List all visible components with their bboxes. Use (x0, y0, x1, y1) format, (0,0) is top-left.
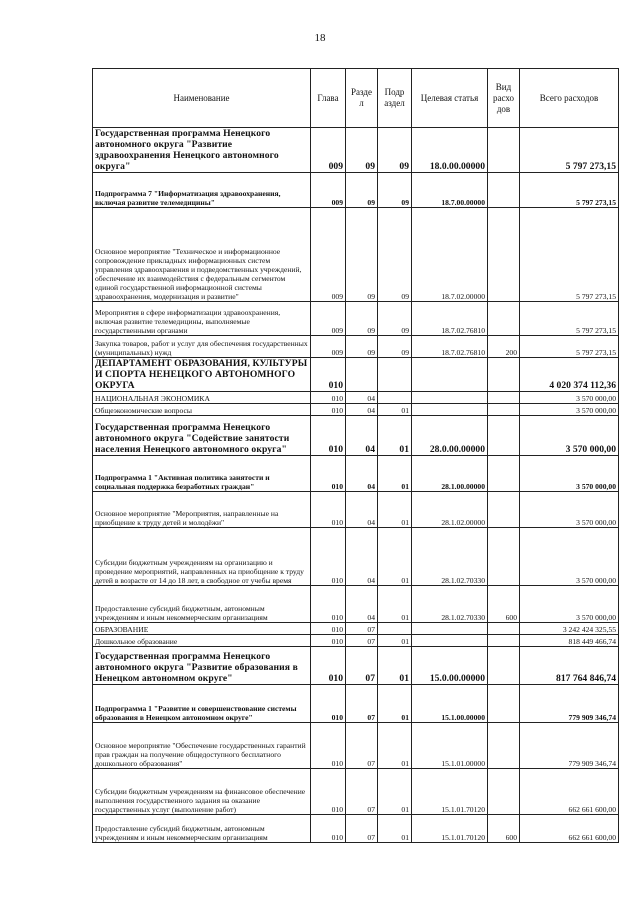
row-razdel: 09 (346, 302, 378, 336)
row-vid: 600 (488, 586, 520, 623)
row-podrazdel (378, 358, 412, 392)
row-name: Общеэкономические вопросы (93, 404, 311, 416)
row-glava: 010 (311, 456, 346, 492)
header-podrazdel: Подр аздел (378, 69, 412, 128)
row-podrazdel: 01 (378, 723, 412, 769)
row-total: 3 570 000,00 (520, 492, 619, 528)
row-razdel: 07 (346, 815, 378, 843)
row-name: НАЦИОНАЛЬНАЯ ЭКОНОМИКА (93, 392, 311, 404)
table-row (93, 336, 619, 358)
table-row (93, 623, 619, 635)
row-vid (488, 128, 520, 173)
row-glava: 009 (311, 208, 346, 302)
table-row (93, 815, 619, 843)
header-vid: Вид расхо дов (488, 69, 520, 128)
table-row (93, 404, 619, 416)
row-vid (488, 392, 520, 404)
row-total: 817 764 846,74 (520, 647, 619, 685)
row-podrazdel: 09 (378, 302, 412, 336)
row-razdel: 04 (346, 492, 378, 528)
row-target (412, 392, 488, 404)
row-podrazdel: 01 (378, 815, 412, 843)
row-name: Подпрограмма 1 "Развитие и совершенствование системы образования в Ненецком автономном округе" (93, 685, 311, 723)
row-total: 5 797 273,15 (520, 173, 619, 208)
row-target: 18.0.00.00000 (412, 128, 488, 173)
row-glava: 010 (311, 358, 346, 392)
row-podrazdel: 09 (378, 173, 412, 208)
row-total: 662 661 600,00 (520, 815, 619, 843)
row-vid (488, 416, 520, 456)
row-vid (488, 173, 520, 208)
row-glava: 010 (311, 769, 346, 815)
row-glava: 010 (311, 416, 346, 456)
table-row (93, 208, 619, 302)
row-razdel: 07 (346, 635, 378, 647)
row-target (412, 623, 488, 635)
header-glava: Глава (311, 69, 346, 128)
row-glava: 010 (311, 492, 346, 528)
row-total: 5 797 273,15 (520, 208, 619, 302)
row-target (412, 404, 488, 416)
row-name: Дошкольное образование (93, 635, 311, 647)
row-target (412, 635, 488, 647)
row-podrazdel: 01 (378, 685, 412, 723)
table-row (93, 647, 619, 685)
row-target: 28.0.00.00000 (412, 416, 488, 456)
row-name: Государственная программа Ненецкого автономного округа "Развитие здравоохранения Ненецкого автономного округа" (93, 128, 311, 173)
row-total: 3 570 000,00 (520, 528, 619, 586)
row-razdel: 07 (346, 769, 378, 815)
row-name: Государственная программа Ненецкого автономного округа "Содействие занятости населения Ненецкого автономного округа" (93, 416, 311, 456)
row-name: Предоставление субсидий бюджетным, автономным учреждениям и иным некоммерческим организациям (93, 586, 311, 623)
row-podrazdel: 01 (378, 528, 412, 586)
row-vid (488, 723, 520, 769)
row-razdel: 09 (346, 128, 378, 173)
row-razdel: 04 (346, 456, 378, 492)
row-podrazdel: 01 (378, 456, 412, 492)
row-total: 3 570 000,00 (520, 416, 619, 456)
row-name: ОБРАЗОВАНИЕ (93, 623, 311, 635)
row-razdel: 04 (346, 586, 378, 623)
table-row (93, 528, 619, 586)
row-razdel: 09 (346, 336, 378, 358)
row-glava: 010 (311, 723, 346, 769)
row-glava: 009 (311, 336, 346, 358)
row-total: 3 570 000,00 (520, 404, 619, 416)
row-glava: 010 (311, 528, 346, 586)
row-glava: 009 (311, 173, 346, 208)
row-total: 779 909 346,74 (520, 685, 619, 723)
row-total: 5 797 273,15 (520, 302, 619, 336)
page-number: 18 (314, 32, 326, 44)
row-glava: 009 (311, 128, 346, 173)
table-row (93, 416, 619, 456)
row-name: Государственная программа Ненецкого автономного округа "Развитие образования в Ненецком автономном округе" (93, 647, 311, 685)
row-glava: 010 (311, 635, 346, 647)
row-target: 28.1.00.00000 (412, 456, 488, 492)
table-row (93, 456, 619, 492)
table-row (93, 635, 619, 647)
header-razdel: Разде л (346, 69, 378, 128)
row-vid (488, 302, 520, 336)
row-razdel: 04 (346, 392, 378, 404)
row-glava: 010 (311, 623, 346, 635)
row-total: 3 570 000,00 (520, 456, 619, 492)
row-vid (488, 456, 520, 492)
row-razdel: 07 (346, 623, 378, 635)
table-row (93, 358, 619, 392)
row-razdel: 04 (346, 416, 378, 456)
row-target: 18.7.02.76810 (412, 336, 488, 358)
row-vid (488, 492, 520, 528)
row-glava: 010 (311, 685, 346, 723)
row-vid: 200 (488, 336, 520, 358)
row-total: 3 570 000,00 (520, 586, 619, 623)
table-row (93, 173, 619, 208)
row-total: 4 020 374 112,36 (520, 358, 619, 392)
row-total: 3 242 424 325,55 (520, 623, 619, 635)
row-vid (488, 623, 520, 635)
row-podrazdel: 01 (378, 647, 412, 685)
row-target: 15.1.01.70120 (412, 769, 488, 815)
row-target: 15.0.00.00000 (412, 647, 488, 685)
row-glava: 010 (311, 815, 346, 843)
row-total: 3 570 000,00 (520, 392, 619, 404)
table-header-row (93, 69, 619, 128)
row-podrazdel: 01 (378, 492, 412, 528)
row-total: 779 909 346,74 (520, 723, 619, 769)
row-vid (488, 769, 520, 815)
row-total: 5 797 273,15 (520, 128, 619, 173)
row-vid (488, 635, 520, 647)
row-razdel: 07 (346, 685, 378, 723)
row-total: 662 661 600,00 (520, 769, 619, 815)
header-name: Наименование (93, 69, 311, 128)
table-row (93, 302, 619, 336)
row-target: 15.1.01.00000 (412, 723, 488, 769)
row-vid (488, 528, 520, 586)
row-podrazdel: 09 (378, 128, 412, 173)
row-podrazdel: 01 (378, 586, 412, 623)
row-podrazdel (378, 392, 412, 404)
row-name: Подпрограмма 1 "Активная политика занятости и социальная поддержка безработных граждан" (93, 456, 311, 492)
row-podrazdel: 01 (378, 635, 412, 647)
row-razdel: 04 (346, 528, 378, 586)
row-vid (488, 208, 520, 302)
row-razdel: 04 (346, 404, 378, 416)
row-target: 18.7.00.00000 (412, 173, 488, 208)
table-row (93, 492, 619, 528)
row-podrazdel: 01 (378, 404, 412, 416)
row-name: Субсидии бюджетным учреждениям на финансовое обеспечение выполнения государственного задания на оказание государственных услуг (выполнение работ) (93, 769, 311, 815)
expenditure-table (92, 68, 619, 843)
row-target (412, 358, 488, 392)
row-glava: 010 (311, 647, 346, 685)
row-glava: 010 (311, 586, 346, 623)
row-target: 28.1.02.70330 (412, 586, 488, 623)
row-razdel (346, 358, 378, 392)
row-name: Основное мероприятие "Техническое и информационное сопровождение прикладных информационных систем управления здравоохранения и подведомственных учреждений, обеспечение их взаимодействия с федеральным сегментом единой государственной информационной системы здравоохранения, модернизация и развитие" (93, 208, 311, 302)
row-podrazdel: 01 (378, 769, 412, 815)
row-podrazdel: 09 (378, 336, 412, 358)
row-total: 5 797 273,15 (520, 336, 619, 358)
row-vid (488, 685, 520, 723)
row-name: ДЕПАРТАМЕНТ ОБРАЗОВАНИЯ, КУЛЬТУРЫ И СПОРТА НЕНЕЦКОГО АВТОНОМНОГО ОКРУГА (93, 358, 311, 392)
table-row (93, 586, 619, 623)
row-vid (488, 647, 520, 685)
row-glava: 010 (311, 404, 346, 416)
row-target: 18.7.02.76810 (412, 302, 488, 336)
row-name: Предоставление субсидий бюджетным, автономным учреждениям и иным некоммерческим организациям (93, 815, 311, 843)
header-total: Всего расходов (520, 69, 619, 128)
row-name: Закупка товаров, работ и услуг для обеспечения государственных (муниципальных) нужд (93, 336, 311, 358)
row-name: Субсидии бюджетным учреждениям на организацию и проведение мероприятий, направленных на приобщение к труду детей в возрасте от 14 до 18 лет, в свободное от учебы время (93, 528, 311, 586)
row-target: 28.1.02.00000 (412, 492, 488, 528)
row-name: Основное мероприятие "Обеспечение государственных гарантий прав граждан на получение общедоступного бесплатного дошкольного образования" (93, 723, 311, 769)
row-vid (488, 404, 520, 416)
row-target: 18.7.02.00000 (412, 208, 488, 302)
row-target: 15.1.01.70120 (412, 815, 488, 843)
table-row (93, 685, 619, 723)
table-row (93, 723, 619, 769)
row-glava: 009 (311, 302, 346, 336)
row-podrazdel: 09 (378, 208, 412, 302)
row-vid: 600 (488, 815, 520, 843)
row-razdel: 09 (346, 208, 378, 302)
row-target: 15.1.00.00000 (412, 685, 488, 723)
row-name: Основное мероприятие "Мероприятия, направленные на приобщение к труду детей и молодёжи" (93, 492, 311, 528)
table-row (93, 128, 619, 173)
row-razdel: 07 (346, 723, 378, 769)
row-razdel: 09 (346, 173, 378, 208)
row-podrazdel (378, 623, 412, 635)
row-podrazdel: 01 (378, 416, 412, 456)
table-row (93, 392, 619, 404)
row-target: 28.1.02.70330 (412, 528, 488, 586)
header-target: Целевая статья (412, 69, 488, 128)
row-name: Подпрограмма 7 "Информатизация здравоохранения, включая развитие телемедицины" (93, 173, 311, 208)
row-vid (488, 358, 520, 392)
row-razdel: 07 (346, 647, 378, 685)
table-row (93, 769, 619, 815)
row-glava: 010 (311, 392, 346, 404)
row-name: Мероприятия в сфере информатизации здравоохранения, включая развитие телемедицины, выполняемые государственными органами (93, 302, 311, 336)
row-total: 818 449 466,74 (520, 635, 619, 647)
